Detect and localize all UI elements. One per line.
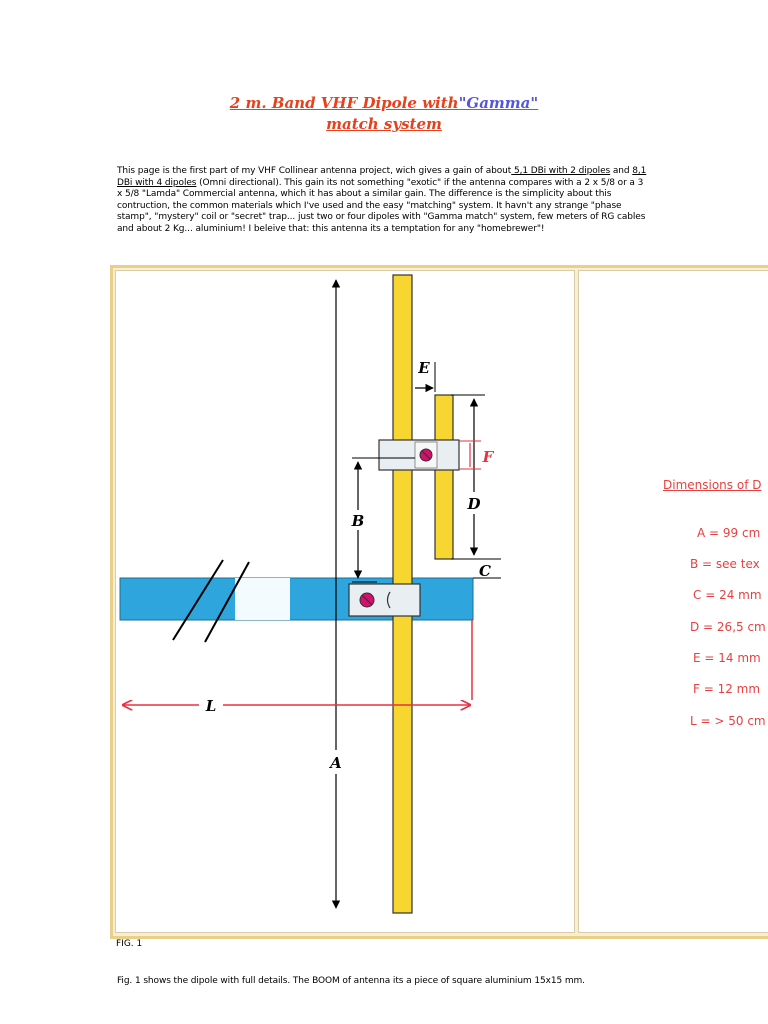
page-title-line-2: match system xyxy=(326,115,442,133)
label-c: C xyxy=(479,562,491,580)
gamma-rod xyxy=(435,395,453,559)
title-prefix: 2 m. Band VHF Dipole with xyxy=(229,94,459,112)
label-e: E xyxy=(418,359,430,377)
gain-4-dipoles: 8,1 DBi with 4 dipoles xyxy=(117,166,647,188)
page-title-line-1 xyxy=(0,94,768,112)
label-l: L xyxy=(205,697,217,715)
label-f: F xyxy=(482,448,494,466)
figure-caption: Fig. 1 shows the dipole with full details. The BOOM of antenna its a piece of square aluminium 15x15 mm. xyxy=(117,976,585,986)
dimension-d: D = 26,5 cm xyxy=(690,620,766,634)
intro-text-1: This page is the first part of my VHF Collinear antenna project, wich gives a gain of about xyxy=(117,166,512,176)
dimension-c: C = 24 mm xyxy=(693,588,762,602)
label-d: D xyxy=(467,495,481,513)
gain-2-dipoles: 5,1 DBi with 2 dipoles xyxy=(511,166,611,176)
boom-clamp xyxy=(349,584,420,616)
dimension-b: B = see tex xyxy=(690,557,760,571)
dimension-e: E = 14 mm xyxy=(693,651,761,665)
label-b: B xyxy=(351,512,365,530)
intro-text-3: (Omni directional). This gain its not something "exotic" if the antenna compares with a 2 x 5/8 or a 3 x 5/8 "Lamda" Commercial antenna, which it has about a similar gain. The difference is the simplicity about this contruction, the common materials which I've used and the easy "matching" system. It havn't any strange "phase stamp", "mystery" coil or "secret" trap... just two or four dipoles with "Gamma match" system, few meters of RG cables and about 2 Kg... aluminium! I beleive that: this antenna its a temptation for any "homebrewer"! xyxy=(117,177,646,234)
dimension-f: F = 12 mm xyxy=(693,682,761,696)
dimension-a: A = 99 cm xyxy=(697,526,761,540)
label-a: A xyxy=(330,754,342,772)
dimension-l: L = > 50 cm xyxy=(690,714,766,728)
dipole-diagram xyxy=(115,270,575,933)
intro-text-2: and xyxy=(610,166,633,176)
figure-label: FIG. 1 xyxy=(116,939,143,949)
intro-paragraph xyxy=(117,166,647,236)
dimensions-title: Dimensions of D xyxy=(663,478,762,492)
title-quoted: "Gamma" xyxy=(458,94,539,112)
gamma-clamp xyxy=(379,440,459,470)
